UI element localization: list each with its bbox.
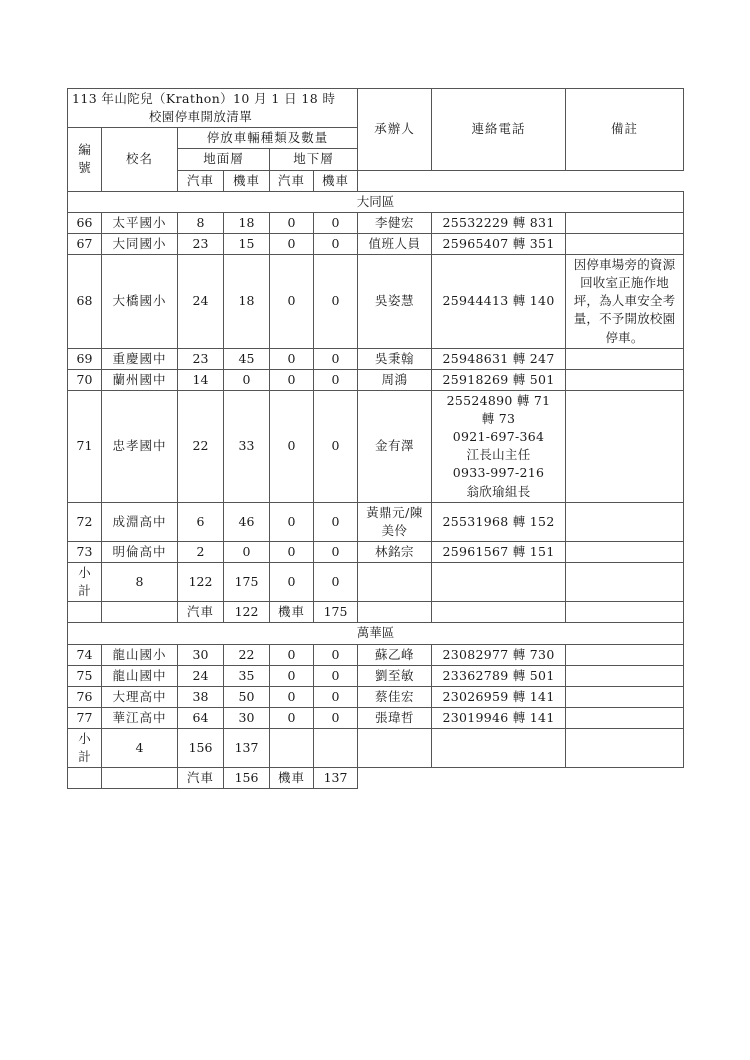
row-underground-motorcycle: 0 xyxy=(314,665,358,686)
row-school-name: 重慶國中 xyxy=(102,348,178,369)
table-row xyxy=(68,348,684,369)
row-remark xyxy=(566,686,684,707)
row-ground-car: 22 xyxy=(178,390,224,502)
row-ground-car: 8 xyxy=(178,212,224,233)
total-line-car-value: 156 xyxy=(224,768,270,789)
row-underground-motorcycle: 0 xyxy=(314,644,358,665)
row-number: 71 xyxy=(68,390,102,502)
row-handler: 吳姿慧 xyxy=(358,255,432,349)
table-row xyxy=(68,686,684,707)
total-line-blank-school xyxy=(102,768,178,789)
row-ground-motorcycle: 50 xyxy=(224,686,270,707)
total-line-motorcycle-value: 137 xyxy=(314,768,358,789)
row-underground-car: 0 xyxy=(270,686,314,707)
row-school-name: 忠孝國中 xyxy=(102,390,178,502)
table-row xyxy=(68,212,684,233)
row-underground-car: 0 xyxy=(270,502,314,541)
table-row xyxy=(68,644,684,665)
row-handler: 劉至敏 xyxy=(358,665,432,686)
row-ground-motorcycle: 18 xyxy=(224,255,270,349)
subtotal-underground-motorcycle xyxy=(314,729,358,768)
total-line-blank-handler xyxy=(358,768,432,789)
row-school-name: 大理高中 xyxy=(102,686,178,707)
row-ground-car: 23 xyxy=(178,233,224,254)
total-line-motorcycle-label: 機車 xyxy=(270,768,314,789)
row-remark xyxy=(566,233,684,254)
table-row xyxy=(68,707,684,728)
subtotal-phone-blank xyxy=(432,729,566,768)
table-row xyxy=(68,502,684,541)
subtotal-school-count: 4 xyxy=(102,729,178,768)
subtotal-remark-blank xyxy=(566,563,684,602)
row-handler: 李健宏 xyxy=(358,212,432,233)
row-ground-motorcycle: 35 xyxy=(224,665,270,686)
row-remark xyxy=(566,541,684,562)
total-line-blank-handler xyxy=(358,602,432,623)
header-handler: 承辦人 xyxy=(358,89,432,171)
row-number: 68 xyxy=(68,255,102,349)
subtotal-underground-car xyxy=(270,729,314,768)
row-handler: 周鴻 xyxy=(358,369,432,390)
total-line-blank-remark xyxy=(566,602,684,623)
row-remark xyxy=(566,212,684,233)
row-ground-motorcycle: 0 xyxy=(224,369,270,390)
total-line-blank-phone xyxy=(432,602,566,623)
row-ground-motorcycle: 33 xyxy=(224,390,270,502)
row-remark xyxy=(566,707,684,728)
row-remark xyxy=(566,644,684,665)
row-underground-motorcycle: 0 xyxy=(314,369,358,390)
row-phone: 25961567 轉 151 xyxy=(432,541,566,562)
row-underground-car: 0 xyxy=(270,348,314,369)
title-line-2: 校園停車開放清單 xyxy=(148,109,253,125)
row-school-name: 明倫高中 xyxy=(102,541,178,562)
row-school-name: 大橋國小 xyxy=(102,255,178,349)
total-line-car-value: 122 xyxy=(224,602,270,623)
row-ground-motorcycle: 46 xyxy=(224,502,270,541)
subtotal-ground-motorcycle: 137 xyxy=(224,729,270,768)
subtotal-ground-motorcycle: 175 xyxy=(224,563,270,602)
row-remark xyxy=(566,390,684,502)
row-phone: 23082977 轉 730 xyxy=(432,644,566,665)
row-handler: 張瑋哲 xyxy=(358,707,432,728)
row-remark: 因停車場旁的資源回收室正施作地坪，為人車安全考量，不予開放校園停車。 xyxy=(566,255,684,349)
row-number: 74 xyxy=(68,644,102,665)
row-handler: 值班人員 xyxy=(358,233,432,254)
row-number: 70 xyxy=(68,369,102,390)
row-underground-motorcycle: 0 xyxy=(314,233,358,254)
row-underground-car: 0 xyxy=(270,390,314,502)
row-underground-motorcycle: 0 xyxy=(314,348,358,369)
header-underground-car: 汽車 xyxy=(270,170,314,191)
row-handler: 黃鼎元/陳美伶 xyxy=(358,502,432,541)
row-underground-motorcycle: 0 xyxy=(314,212,358,233)
district-header-row xyxy=(68,191,684,212)
subtotal-ground-car: 156 xyxy=(178,729,224,768)
row-number: 72 xyxy=(68,502,102,541)
row-ground-car: 30 xyxy=(178,644,224,665)
total-line-blank-number xyxy=(68,768,102,789)
row-ground-car: 24 xyxy=(178,255,224,349)
row-school-name: 龍山國中 xyxy=(102,665,178,686)
row-remark xyxy=(566,502,684,541)
row-underground-motorcycle: 0 xyxy=(314,541,358,562)
row-school-name: 太平國小 xyxy=(102,212,178,233)
row-phone: 23019946 轉 141 xyxy=(432,707,566,728)
header-underground-level: 地下層 xyxy=(270,149,358,170)
subtotal-remark-blank xyxy=(566,729,684,768)
subtotal-label: 小 計 xyxy=(68,729,102,768)
row-ground-car: 6 xyxy=(178,502,224,541)
row-phone: 25965407 轉 351 xyxy=(432,233,566,254)
row-underground-motorcycle: 0 xyxy=(314,255,358,349)
row-ground-motorcycle: 18 xyxy=(224,212,270,233)
row-ground-car: 2 xyxy=(178,541,224,562)
row-ground-car: 14 xyxy=(178,369,224,390)
row-underground-car: 0 xyxy=(270,541,314,562)
subtotal-row xyxy=(68,563,684,602)
row-remark xyxy=(566,369,684,390)
header-vehicle-group: 停放車輛種類及數量 xyxy=(178,128,358,149)
table-row xyxy=(68,233,684,254)
table-row xyxy=(68,541,684,562)
row-school-name: 大同國小 xyxy=(102,233,178,254)
row-underground-car: 0 xyxy=(270,707,314,728)
row-underground-car: 0 xyxy=(270,255,314,349)
row-underground-motorcycle: 0 xyxy=(314,686,358,707)
row-number: 76 xyxy=(68,686,102,707)
row-ground-car: 38 xyxy=(178,686,224,707)
row-remark xyxy=(566,665,684,686)
subtotal-ground-car: 122 xyxy=(178,563,224,602)
row-number: 77 xyxy=(68,707,102,728)
row-underground-car: 0 xyxy=(270,233,314,254)
row-remark xyxy=(566,348,684,369)
row-underground-motorcycle: 0 xyxy=(314,390,358,502)
row-ground-car: 64 xyxy=(178,707,224,728)
header-ground-car: 汽車 xyxy=(178,170,224,191)
total-line-motorcycle-value: 175 xyxy=(314,602,358,623)
row-ground-car: 24 xyxy=(178,665,224,686)
row-number: 75 xyxy=(68,665,102,686)
total-line-blank-school xyxy=(102,602,178,623)
header-ground-motorcycle: 機車 xyxy=(224,170,270,191)
row-school-name: 成淵高中 xyxy=(102,502,178,541)
row-phone: 25531968 轉 152 xyxy=(432,502,566,541)
subtotal-underground-car: 0 xyxy=(270,563,314,602)
total-line-car-label: 汽車 xyxy=(178,602,224,623)
row-phone: 25524890 轉 71 轉 73 0921-697-364 江長山主任 0933-997-216 翁欣瑜組長 xyxy=(432,390,566,502)
row-handler: 金有澤 xyxy=(358,390,432,502)
row-handler: 林銘宗 xyxy=(358,541,432,562)
row-school-name: 華江高中 xyxy=(102,707,178,728)
total-line-motorcycle-label: 機車 xyxy=(270,602,314,623)
district-name: 萬華區 xyxy=(68,623,684,644)
row-underground-car: 0 xyxy=(270,212,314,233)
table-row xyxy=(68,255,684,349)
header-remark: 備註 xyxy=(566,89,684,171)
row-ground-motorcycle: 30 xyxy=(224,707,270,728)
row-number: 73 xyxy=(68,541,102,562)
table-row xyxy=(68,390,684,502)
subtotal-handler-blank xyxy=(358,563,432,602)
total-line-blank-number xyxy=(68,602,102,623)
row-ground-motorcycle: 15 xyxy=(224,233,270,254)
header-number: 編 號 xyxy=(68,128,102,191)
row-ground-motorcycle: 0 xyxy=(224,541,270,562)
district-name: 大同區 xyxy=(68,191,684,212)
subtotal-row xyxy=(68,729,684,768)
row-ground-motorcycle: 45 xyxy=(224,348,270,369)
row-underground-car: 0 xyxy=(270,665,314,686)
row-underground-car: 0 xyxy=(270,369,314,390)
row-number: 69 xyxy=(68,348,102,369)
row-handler: 蘇乙峰 xyxy=(358,644,432,665)
row-underground-motorcycle: 0 xyxy=(314,707,358,728)
total-line-car-label: 汽車 xyxy=(178,768,224,789)
title-line-1: 113 年山陀兒（Krathon）10 月 1 日 18 時 xyxy=(72,91,336,106)
document-title xyxy=(68,89,358,128)
total-line-blank-remark xyxy=(566,768,684,789)
row-phone: 23362789 轉 501 xyxy=(432,665,566,686)
row-handler: 吳秉翰 xyxy=(358,348,432,369)
row-school-name: 蘭州國中 xyxy=(102,369,178,390)
subtotal-handler-blank xyxy=(358,729,432,768)
row-phone: 25948631 轉 247 xyxy=(432,348,566,369)
subtotal-school-count: 8 xyxy=(102,563,178,602)
table-row xyxy=(68,665,684,686)
row-phone: 23026959 轉 141 xyxy=(432,686,566,707)
subtotal-label: 小 計 xyxy=(68,563,102,602)
subtotal-underground-motorcycle: 0 xyxy=(314,563,358,602)
total-line-blank-phone xyxy=(432,768,566,789)
header-school-name: 校名 xyxy=(102,128,178,191)
row-ground-car: 23 xyxy=(178,348,224,369)
total-line-row xyxy=(68,602,684,623)
district-header-row xyxy=(68,623,684,644)
row-number: 66 xyxy=(68,212,102,233)
header-phone: 連絡電話 xyxy=(432,89,566,171)
total-line-row xyxy=(68,768,684,789)
header-ground-level: 地面層 xyxy=(178,149,270,170)
header-underground-motorcycle: 機車 xyxy=(314,170,358,191)
subtotal-phone-blank xyxy=(432,563,566,602)
row-phone: 25944413 轉 140 xyxy=(432,255,566,349)
parking-open-list-table xyxy=(67,88,684,789)
table-row xyxy=(68,369,684,390)
row-number: 67 xyxy=(68,233,102,254)
row-handler: 蔡佳宏 xyxy=(358,686,432,707)
row-school-name: 龍山國小 xyxy=(102,644,178,665)
row-ground-motorcycle: 22 xyxy=(224,644,270,665)
row-underground-motorcycle: 0 xyxy=(314,502,358,541)
row-phone: 25918269 轉 501 xyxy=(432,369,566,390)
row-phone: 25532229 轉 831 xyxy=(432,212,566,233)
row-underground-car: 0 xyxy=(270,644,314,665)
